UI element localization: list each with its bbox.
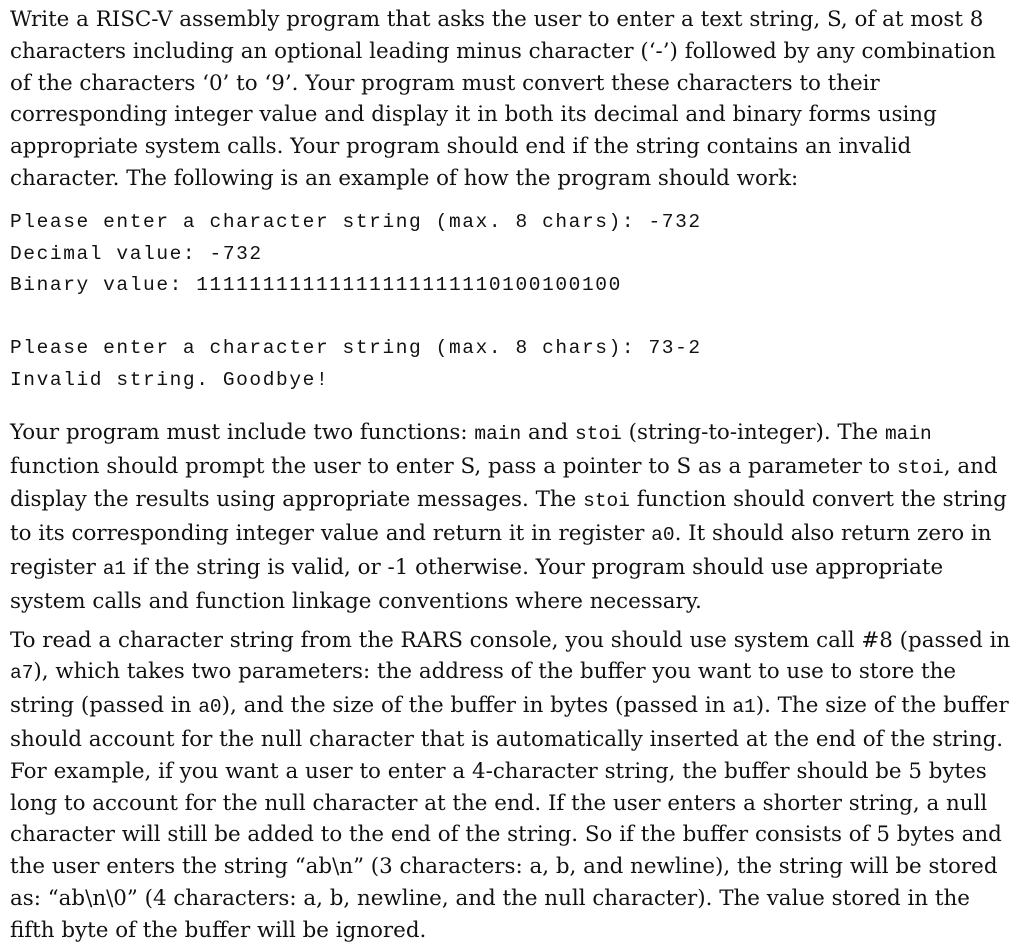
code-stoi: stoi	[896, 456, 944, 479]
text-run: To read a character string from the RARS console, you should use system call #8 (passed in	[10, 627, 1018, 653]
assignment-page	[10, 4, 1018, 947]
intro-paragraph: Write a RISC-V assembly program that asks the user to enter a text string, S, of at most 8 characters including an optional leading minus character (‘-’) followed by any combination of the characters ‘0’ to ‘9’. Your program must convert these characters to their corresponding integer value and display it in both its decimal and binary forms using appropriate system calls. Your program should end if the string contains an invalid character. The following is an example of how the program should work:	[10, 7, 1003, 191]
code-stoi: stoi	[583, 490, 630, 513]
code-main: main	[884, 422, 932, 445]
example-1-console	[10, 207, 1015, 302]
code-stoi: stoi	[575, 422, 622, 445]
text-run: ), which takes two parameters: the address of the buffer you want to use to store the string (passed in	[10, 659, 963, 719]
example-2-prompt-line: Please enter a character string (max. 8 chars): 73-2	[10, 337, 702, 360]
text-run: and	[521, 419, 576, 445]
syscall-paragraph	[10, 625, 1018, 947]
code-a7: a7	[10, 662, 34, 685]
code-a1: a1	[102, 557, 127, 580]
text-run: if the string is valid, or -1 otherwise. Your program should use appropriate system calls and function linkage conventions where necessary.	[10, 554, 950, 614]
code-a1: a1	[732, 696, 756, 719]
text-run: (string-to-integer). The	[621, 419, 885, 445]
example-2-invalid-line: Invalid string. Goodbye!	[10, 368, 330, 391]
example-2-console	[10, 333, 1015, 397]
text-run: function should prompt the user to enter S, pass a pointer to S as a parameter to	[10, 419, 939, 479]
text-run: function should convert the string to its corresponding integer value and return it in register	[10, 487, 1014, 547]
code-a0: a0	[651, 524, 675, 547]
code-a0: a0	[198, 696, 222, 719]
text-run: ), and the size of the buffer in bytes (passed in	[221, 693, 733, 719]
text-run: , and display the results using appropriate messages. The	[10, 453, 1005, 513]
text-run: . It should also return zero in register	[10, 521, 999, 580]
code-main: main	[474, 422, 522, 445]
example-1-prompt-line: Please enter a character string (max. 8 chars): -732	[10, 210, 702, 233]
text-run: Your program must include two functions:	[10, 419, 475, 445]
example-1-binary-line: Binary value: 11111111111111111111110100100100	[10, 274, 622, 297]
functions-paragraph	[10, 417, 1015, 618]
example-1-decimal-line: Decimal value: -732	[10, 242, 263, 265]
text-run: ). The size of the buffer should account for the null character that is automatically inserted at the end of the string. For example, if you want a user to enter a 4-character string, the buffer should be 5 bytes long to account for the null character at the end. If the user enters a shorter string, a null character will still be added to the end of the string. So if the buffer consists of 5 bytes and the user enters the string “ab\n” (3 characters: a, b, and newline), the string will be stored as: “ab\n\0” (4 characters: a, b, newline, and the null character). The value stored in the fifth byte of the buffer will be ignored.	[10, 693, 1016, 943]
